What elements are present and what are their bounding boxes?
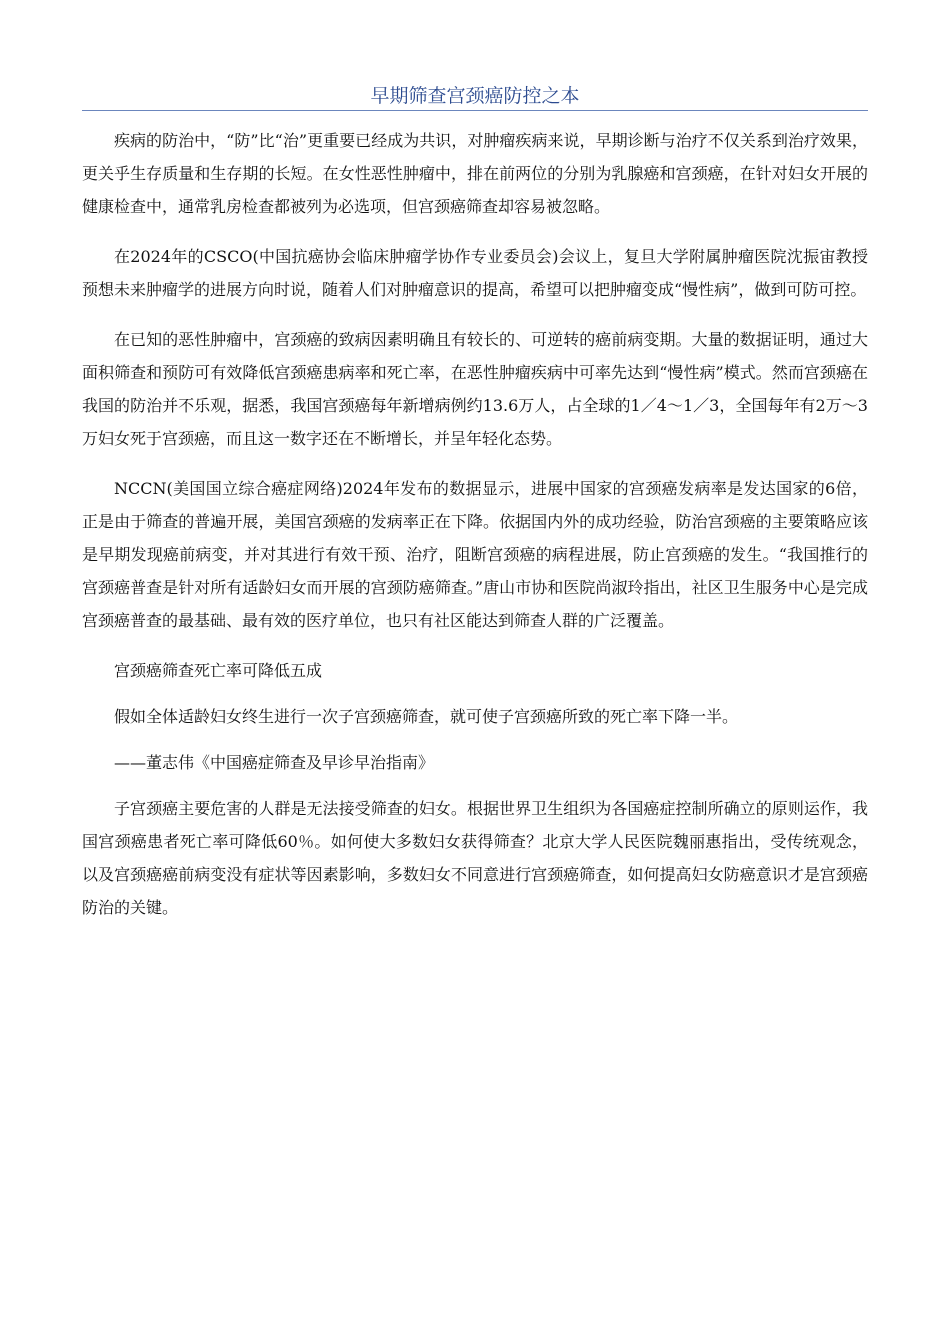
quote-text: 假如全体适龄妇女终生进行一次子宫颈癌筛查，就可使子宫颈癌所致的死亡率下降一半。 (114, 707, 739, 726)
document-body (82, 124, 868, 941)
section-heading: 宫颈癌筛查死亡率可降低五成 (114, 661, 323, 680)
paragraph-intro: 疾病的防治中，“防”比“治”更重要已经成为共识，对肿瘤疾病来说，早期诊断与治疗不仅关系到治疗效果，更关乎生存质量和生存期的长短。在女性恶性肿瘤中，排在前两位的分别为乳腺癌和宫颈癌，在针对妇女开展的健康检查中，通常乳房检查都被列为必选项，但宫颈癌筛查却容易被忽略。 (82, 131, 868, 216)
paragraph-precancer: 在已知的恶性肿瘤中，宫颈癌的致病因素明确且有较长的、可逆转的癌前病变期。大量的数据证明，通过大面积筛查和预防可有效降低宫颈癌患病率和死亡率，在恶性肿瘤疾病中可率先达到“慢性病”模式。然而宫颈癌在我国的防治并不乐观，据悉，我国宫颈癌每年新增病例约13.6万人，占全球的1／4～1／3，全国每年有2万～3万妇女死于宫颈癌，而且这一数字还在不断增长，并呈年轻化态势。 (82, 330, 868, 448)
quote-source: ——董志伟《中国癌症筛查及早诊早治指南》 (114, 753, 435, 772)
paragraph-screening: 子宫颈癌主要危害的人群是无法接受筛查的妇女。根据世界卫生组织为各国癌症控制所确立的原则运作，我国宫颈癌患者死亡率可降低60％。如何使大多数妇女获得筛查？北京大学人民医院魏丽惠指出，受传统观念，以及宫颈癌癌前病变没有症状等因素影响，多数妇女不同意进行宫颈癌筛查，如何提高妇女防癌意识才是宫颈癌防治的关键。 (82, 799, 868, 917)
document-title: 早期筛查宫颈癌防控之本 (82, 82, 868, 111)
paragraph-csco: 在2024年的CSCO(中国抗癌协会临床肿瘤学协作专业委员会)会议上，复旦大学附属肿瘤医院沈振宙教授预想未来肿瘤学的进展方向时说，随着人们对肿瘤意识的提高，希望可以把肿瘤变成“慢性病”，做到可防可控。 (82, 247, 868, 299)
paragraph-nccn: NCCN(美国国立综合癌症网络)2024年发布的数据显示，进展中国家的宫颈癌发病率是发达国家的6倍，正是由于筛查的普遍开展，美国宫颈癌的发病率正在下降。依据国内外的成功经验，防治宫颈癌的主要策略应该是早期发现癌前病变，并对其进行有效干预、治疗，阻断宫颈癌的病程进展，防止宫颈癌的发生。“我国推行的宫颈癌普查是针对所有适龄妇女而开展的宫颈防癌筛查。”唐山市协和医院尚淑玲指出，社区卫生服务中心是完成宫颈癌普查的最基础、最有效的医疗单位，也只有社区能达到筛查人群的广泛覆盖。 (82, 479, 868, 630)
